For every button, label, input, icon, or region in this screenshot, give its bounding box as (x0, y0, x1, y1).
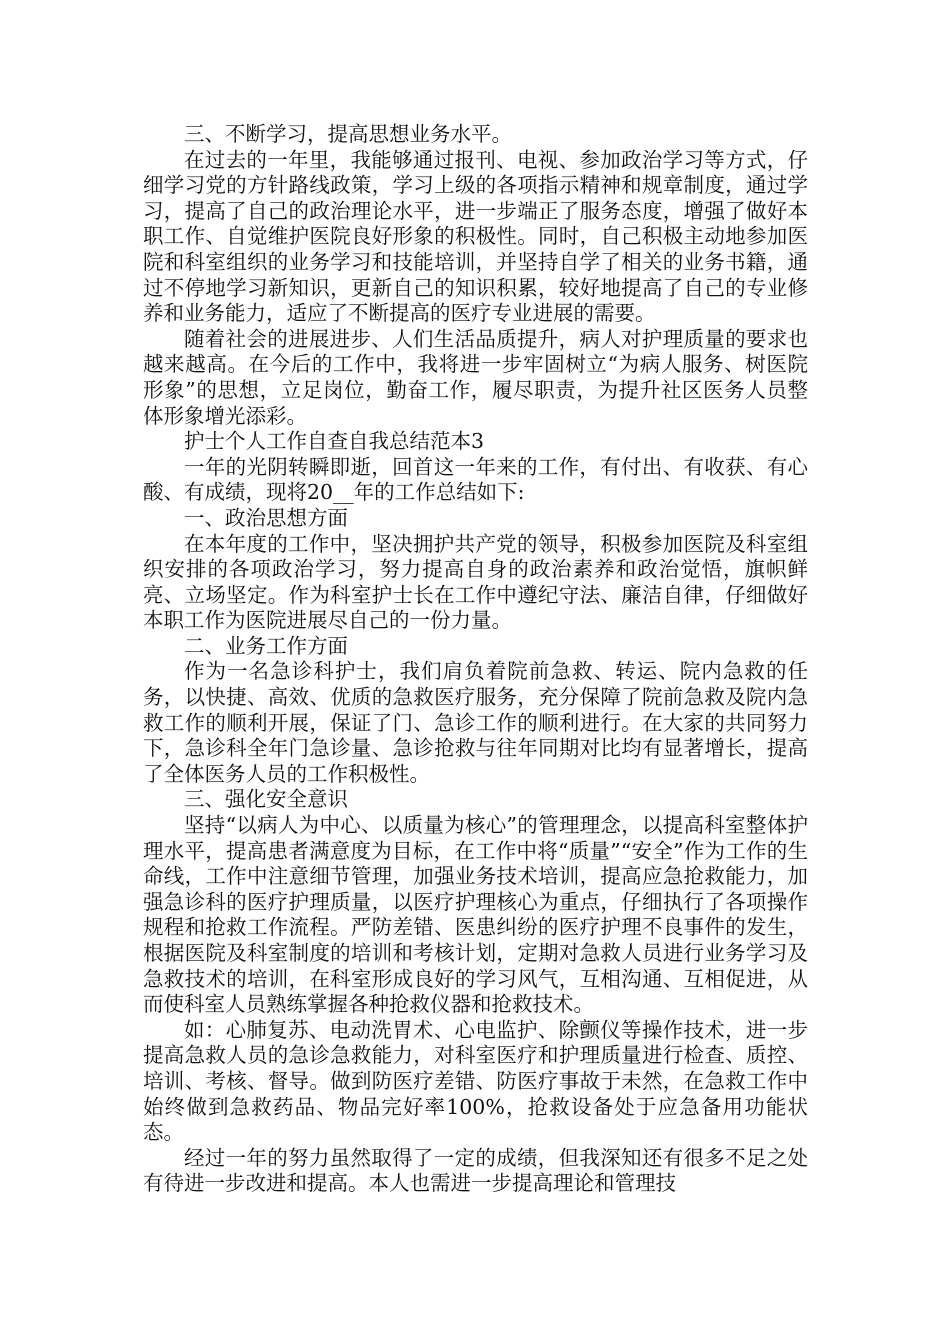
body-paragraph: 如：心肺复苏、电动洗胃术、心电监护、除颤仪等操作技术，进一步提高急救人员的急诊急救能力，对科室医疗和护理质量进行检查、质控、培训、考核、督导。做到防医疗差错、防医疗事故于未然，在急救工作中始终做到急救药品、物品完好率100%，抢救设备处于应急备用功能状态。 (143, 1017, 808, 1145)
body-paragraph: 坚持“以病人为中心、以质量为核心”的管理理念，以提高科室整体护理水平，提高患者满意度为目标，在工作中将“质量”“安全”作为工作的生命线，工作中注意细节管理，加强业务技术培训，提高应急抢救能力，加强急诊科的医疗护理质量，以医疗护理核心为重点，仔细执行了各项操作规程和抢救工作流程。严防差错、医患纠纷的医疗护理不良事件的发生，根据医院及科室制度的培训和考核计划，定期对急救人员进行业务学习及急救技术的培训，在科室形成良好的学习风气，互相沟通、互相促进，从而使科室人员熟练掌握各种抢救仪器和抢救技术。 (143, 813, 808, 1017)
body-paragraph: 一年的光阴转瞬即逝，回首这一年来的工作，有付出、有收获、有心酸、有成绩，现将20__年的工作总结如下: (143, 454, 808, 505)
document-body (143, 122, 808, 1197)
body-paragraph: 作为一名急诊科护士，我们肩负着院前急救、转运、院内急救的任务，以快捷、高效、优质的急救医疗服务，充分保障了院前急救及院内急救工作的顺利开展，保证了门、急诊工作的顺利进行。在大家的共同努力下，急诊科全年门急诊量、急诊抢救与往年同期对比均有显著增长，提高了全体医务人员的工作积极性。 (143, 659, 808, 786)
document-title: 护士个人工作自查自我总结范本3 (184, 429, 485, 454)
section-heading: 二、业务工作方面 (184, 633, 348, 658)
body-paragraph: 随着社会的进展进步、人们生活品质提升，病人对护理质量的要求也越来越高。在今后的工作中，我将进一步牢固树立“为病人服务、树医院形象”的思想，立足岗位，勤奋工作，履尽职责，为提升社区医务人员整体形象增光添彩。 (143, 326, 808, 428)
section-heading: 一、政治思想方面 (184, 505, 348, 530)
section-heading: 三、不断学习，提高思想业务水平。 (184, 122, 512, 146)
body-paragraph: 经过一年的努力虽然取得了一定的成绩，但我深知还有很多不足之处有待进一步改进和提高。本人也需进一步提高理论和管理技 (143, 1145, 808, 1196)
body-paragraph: 在本年度的工作中，坚决拥护共产党的领导，积极参加医院及科室组织安排的各项政治学习，努力提高自身的政治素养和政治觉悟，旗帜鲜亮、立场坚定。作为科室护士长在工作中遵纪守法、廉洁自律，仔细做好本职工作为医院进展尽自己的一份力量。 (143, 531, 808, 633)
section-heading: 三、强化安全意识 (184, 787, 348, 812)
body-paragraph: 在过去的一年里，我能够通过报刊、电视、参加政治学习等方式，仔细学习党的方针路线政策，学习上级的各项指示精神和规章制度，通过学习，提高了自己的政治理论水平，进一步端正了服务态度，增强了做好本职工作、自觉维护医院良好形象的积极性。同时，自己积极主动地参加医院和科室组织的业务学习和技能培训，并坚持自学了相关的业务书籍，通过不停地学习新知识，更新自己的知识积累，较好地提高了自己的专业修养和业务能力，适应了不断提高的医疗专业进展的需要。 (143, 147, 808, 326)
